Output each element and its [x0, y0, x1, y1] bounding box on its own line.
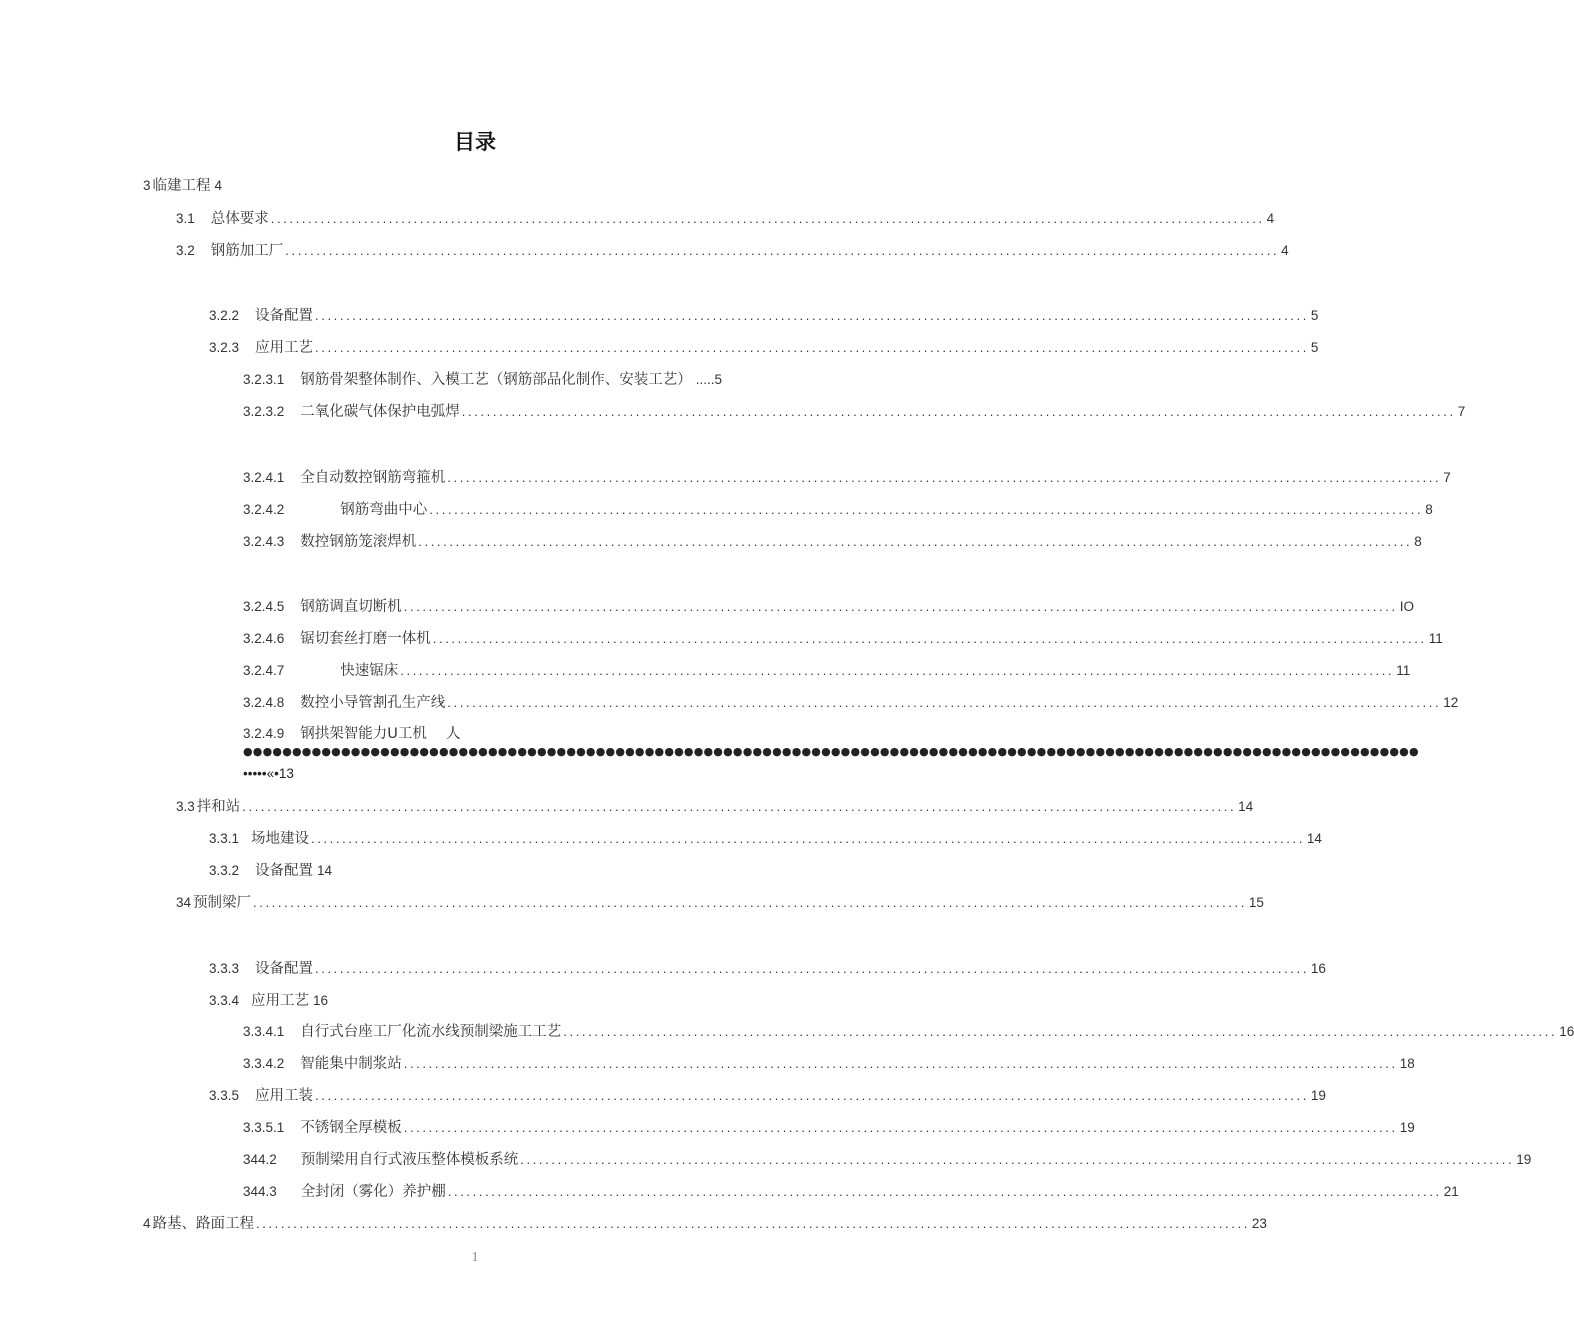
toc-entry-number: 3.2.4.1 — [243, 470, 285, 485]
toc-entry[interactable] — [243, 1148, 1532, 1172]
toc-entry-page: 8 — [1425, 502, 1433, 517]
toc-entry[interactable] — [243, 1116, 1415, 1140]
toc-entry-number: 3.2.2 — [209, 308, 240, 323]
toc-entry[interactable] — [209, 336, 1319, 360]
toc-dot-leader: ................................................................................................................................................................ — [315, 961, 1309, 976]
toc-dot-leader: ................................................................................................................................................................ — [520, 1152, 1515, 1167]
toc-entry-number: 3.3.4.1 — [243, 1024, 285, 1039]
toc-entry[interactable] — [243, 498, 1433, 522]
toc-entry[interactable] — [243, 530, 1422, 554]
toc-entry-page: 19 — [1310, 1088, 1326, 1103]
toc-entry[interactable] — [209, 1084, 1326, 1108]
toc-entry-number: 344.2 — [243, 1152, 277, 1167]
toc-entry-number: 3.3.2 — [209, 863, 240, 878]
toc-entry-number: 34 — [176, 895, 192, 910]
toc-entry-page: 4 — [1266, 211, 1275, 226]
toc-dot-leader: ................................................................................................................................................................ — [285, 243, 1280, 258]
toc-entry-title: 应用工艺 — [255, 340, 314, 356]
toc-dot-leader: ................................................................................................................................................................ — [242, 799, 1237, 814]
toc-entry-page: 14 — [1306, 831, 1322, 846]
toc-dot-leader: ................................................................................................................................................................ — [256, 1216, 1250, 1231]
toc-entry[interactable] — [209, 957, 1326, 981]
toc-entry-number: 3.2.3.2 — [243, 404, 285, 419]
toc-entry-page: 12 — [1443, 695, 1459, 710]
toc-entry-title: 钢筋骨架整体制作、入模工艺（钢筋部品化制作、安装工艺） — [300, 372, 692, 388]
toc-entry-title: 预制梁厂 — [193, 895, 252, 911]
toc-entry-title: 预制梁用自行式液压整体模板系统 — [300, 1152, 519, 1168]
toc-entry[interactable] — [243, 659, 1411, 683]
toc-entry[interactable] — [243, 1020, 1574, 1044]
toc-entry-page: 5 — [1310, 340, 1319, 355]
toc-entry-number: 3.2.4.2 — [243, 502, 285, 517]
toc-entry[interactable] — [209, 989, 328, 1013]
toc-entry[interactable] — [243, 691, 1459, 715]
toc-entry-number: 3 — [143, 178, 151, 193]
toc-entry-title: 数控小导管割孔生产线 — [300, 695, 446, 711]
toc-dot-leader: ................................................................................................................................................................ — [418, 534, 1413, 549]
toc-entry-page: 11 — [1396, 663, 1411, 678]
toc-entry-title: 二氧化碳气体保护电弧焊 — [300, 404, 460, 420]
toc-entry-page: 11 — [1428, 631, 1443, 646]
toc-entry-number: 3.3.4 — [209, 993, 240, 1008]
toc-entry-page: 16 — [1310, 961, 1326, 976]
toc-entry-page: 4 — [1281, 243, 1289, 258]
toc-entry-title: 路基、路面工程 — [152, 1216, 255, 1232]
toc-dot-leader: ................................................................................................................................................................ — [315, 340, 1309, 355]
toc-entry-title: 钢筋加工厂 — [210, 243, 284, 259]
toc-entry-title: 智能集中制浆站 — [300, 1056, 402, 1072]
toc-entry-title: 场地建设 — [251, 831, 310, 847]
toc-entry[interactable] — [243, 466, 1451, 490]
toc-entry-number: 344.3 — [243, 1184, 277, 1199]
toc-entry-title: 设备配置 — [255, 308, 314, 324]
toc-entry-title: 钢拱架智能力U工机 人 — [300, 726, 461, 742]
toc-entry-number: 3.2.4.5 — [243, 599, 285, 614]
toc-entry-page: 14 — [317, 863, 333, 878]
toc-dot-leader: ................................................................................................................................................................ — [315, 1088, 1309, 1103]
toc-dot-leader: ................................................................................................................................................................ — [311, 831, 1305, 846]
toc-entry-title: 不锈钢全厚模板 — [300, 1120, 402, 1136]
toc-entry[interactable] — [243, 627, 1443, 651]
toc-entry-number: 4 — [143, 1216, 151, 1231]
toc-entry[interactable] — [143, 174, 222, 198]
continuation-tail: •••••«•13 — [243, 766, 294, 781]
toc-dot-leader: ................................................................................................................................................................ — [447, 1184, 1442, 1199]
toc-entry-page: .....5 — [695, 372, 723, 387]
toc-entry[interactable] — [243, 1180, 1459, 1204]
toc-entry[interactable] — [243, 722, 461, 746]
toc-entry[interactable] — [176, 239, 1289, 263]
toc-entry-number: 3.2.3 — [209, 340, 240, 355]
toc-entry-title: 设备配置 — [255, 961, 314, 977]
toc-entry-number: 3.2.4.6 — [243, 631, 285, 646]
toc-dot-leader: ................................................................................................................................................................ — [403, 599, 1398, 614]
toc-dot-leader: ................................................................................................................................................................ — [270, 211, 1265, 226]
toc-entry-page: 8 — [1414, 534, 1422, 549]
toc-dot-leader: ................................................................................................................................................................ — [253, 895, 1247, 910]
toc-dot-leader: ................................................................................................................................................................ — [403, 1120, 1398, 1135]
toc-entry-title: 应用工艺 — [251, 993, 310, 1009]
toc-entry-title: 钢筋调直切断机 — [300, 599, 402, 615]
toc-entry-title: 快速锯床 — [340, 663, 399, 679]
toc-dot-leader: ................................................................................................................................................................ — [432, 631, 1427, 646]
toc-entry-number: 3.3.5 — [209, 1088, 240, 1103]
toc-entry-page: 15 — [1248, 895, 1264, 910]
toc-entry-title: 总体要求 — [210, 211, 269, 227]
toc-dot-leader: ................................................................................................................................................................ — [400, 663, 1395, 678]
toc-dot-leader: ................................................................................................................................................................ — [403, 1056, 1398, 1071]
toc-entry-number: 3.2.4.8 — [243, 695, 285, 710]
toc-entry[interactable] — [243, 1052, 1415, 1076]
toc-entry-number: 3.2.4.3 — [243, 534, 285, 549]
toc-entry-number: 3.1 — [176, 211, 195, 226]
dot-leader-line: ●●●●●●●●●●●●●●●●●●●●●●●●●●●●●●●●●●●●●●●●●●●●●●●●●●●●●●●●●●●●●●●●●●●●●●●●●●●●●●●●●●●●●●●●●●●●●●●●●●●●●●●●●●●●●●●●●●●●●●●● — [243, 745, 1419, 758]
toc-title: 目录 — [454, 130, 496, 154]
toc-entry-number: 3.2.4.7 — [243, 663, 285, 678]
toc-entry[interactable] — [209, 827, 1322, 851]
toc-entry-page: 19 — [1516, 1152, 1532, 1167]
toc-entry-number: 3.2.4.9 — [243, 726, 285, 741]
toc-dot-leader: ................................................................................................................................................................ — [461, 404, 1456, 419]
toc-entry-title: 自行式台座工厂化流水线预制梁施工工艺 — [300, 1024, 562, 1040]
toc-entry[interactable] — [243, 400, 1466, 424]
toc-entry-title: 拌和站 — [196, 799, 241, 815]
toc-entry-title: 钢筋弯曲中心 — [340, 502, 428, 518]
toc-entry-number: 3.3.4.2 — [243, 1056, 285, 1071]
toc-entry-title: 设备配置 — [255, 863, 314, 879]
toc-entry-title: 应用工装 — [255, 1088, 314, 1104]
toc-dot-leader: ................................................................................................................................................................ — [447, 470, 1442, 485]
toc-entry[interactable] — [209, 859, 332, 883]
toc-entry-page: IO — [1399, 599, 1414, 614]
toc-entry-page: 16 — [1559, 1024, 1574, 1039]
toc-entry-page: 5 — [1310, 308, 1319, 323]
toc-entry-page: 21 — [1443, 1184, 1459, 1199]
toc-dot-leader: ................................................................................................................................................................ — [315, 308, 1309, 323]
toc-entry[interactable] — [143, 1212, 1267, 1236]
toc-entry-page: 4 — [214, 178, 223, 193]
toc-entry-title: 数控钢筋笼滚焊机 — [300, 534, 417, 550]
toc-entry-title: 全封闭（雾化）养护棚 — [300, 1184, 446, 1200]
toc-entry[interactable] — [176, 891, 1264, 915]
toc-entry-title: 临建工程 — [152, 178, 211, 194]
toc-entry-number: 3.3.5.1 — [243, 1120, 285, 1135]
toc-entry-page: 7 — [1443, 470, 1451, 485]
toc-entry-number: 3.2.3.1 — [243, 372, 285, 387]
toc-entry-number: 3.3.1 — [209, 831, 240, 846]
toc-entry[interactable] — [209, 304, 1319, 328]
toc-dot-leader: ................................................................................................................................................................ — [429, 502, 1424, 517]
toc-entry-number: 3.2 — [176, 243, 195, 258]
toc-entry[interactable] — [176, 795, 1254, 819]
toc-entry-page: 19 — [1399, 1120, 1415, 1135]
toc-entry-page: 18 — [1399, 1056, 1415, 1071]
page-number: 1 — [471, 1250, 479, 1265]
toc-entry-title: 锯切套丝打磨一体机 — [300, 631, 431, 647]
toc-entry-title: 全自动数控钢筋弯箍机 — [300, 470, 446, 486]
toc-entry-page: 14 — [1238, 799, 1254, 814]
toc-entry-number: 3.3.3 — [209, 961, 240, 976]
toc-dot-leader: ................................................................................................................................................................ — [563, 1024, 1558, 1039]
toc-entry[interactable] — [176, 207, 1275, 231]
toc-entry-number: 3.3 — [176, 799, 195, 814]
toc-entry-page: 7 — [1457, 404, 1466, 419]
toc-entry-page: 23 — [1251, 1216, 1267, 1231]
toc-entry-page: 16 — [313, 993, 329, 1008]
toc-entry[interactable] — [243, 368, 722, 392]
toc-dot-leader: ................................................................................................................................................................ — [447, 695, 1442, 710]
toc-entry[interactable] — [243, 595, 1414, 619]
